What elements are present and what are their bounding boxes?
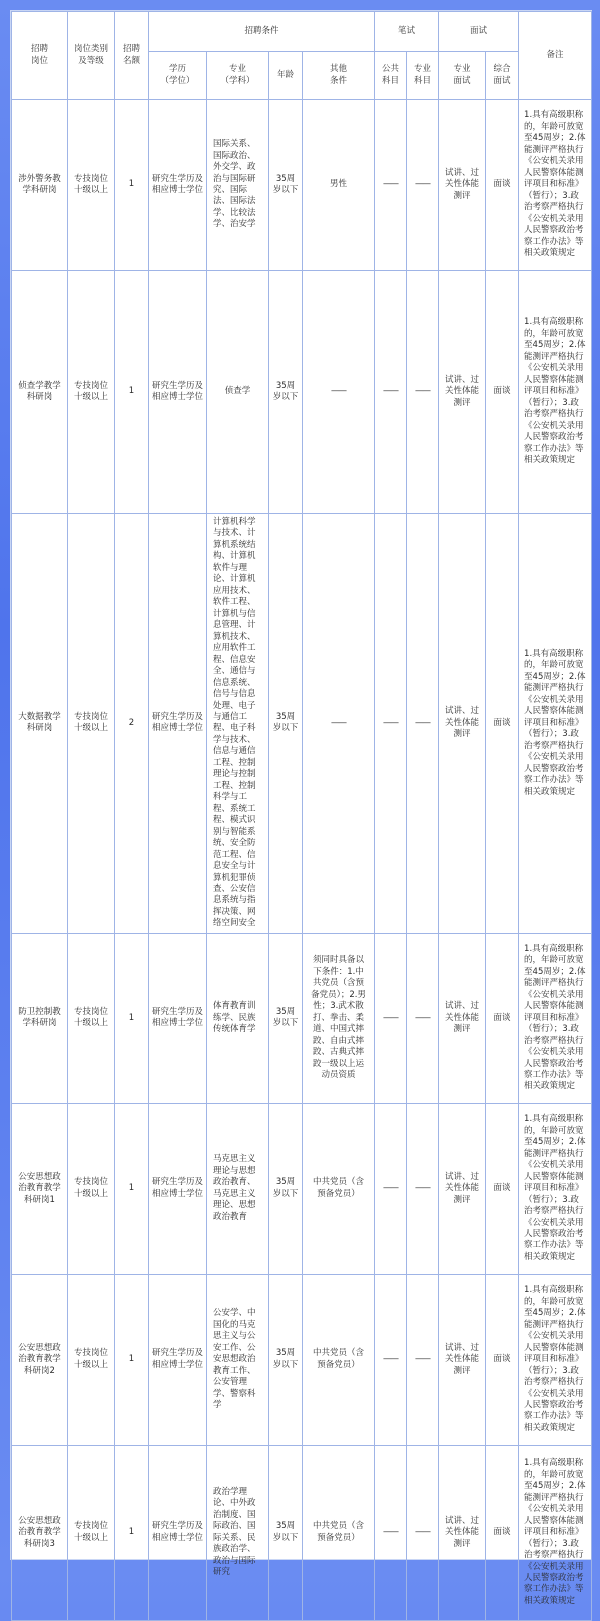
header-position: 招聘 岗位 <box>12 12 68 100</box>
cell-major: 公安学、中国化的马克思主义与公安工作、公安思想政治教育工作、公安管理学、警察科学 <box>207 1274 269 1445</box>
cell-age: 35周岁以下 <box>269 100 303 271</box>
cell-count: 1 <box>115 1274 149 1445</box>
cell-count: 1 <box>115 271 149 514</box>
cell-other: 须同时具备以下条件：1.中共党员（含预备党员）；2.男性；3.武术散打、拳击、柔道、中国式摔跤、自由式摔跤、古典式摔跤一级以上运动员资质 <box>303 933 375 1103</box>
cell-prof-interview: 试讲、过关性体能测评 <box>439 271 486 514</box>
cell-other: —— <box>303 514 375 934</box>
header-count: 招聘 名额 <box>115 12 149 100</box>
cell-age: 35周岁以下 <box>269 514 303 934</box>
cell-education: 研究生学历及相应博士学位 <box>149 1103 207 1274</box>
cell-count: 2 <box>115 514 149 934</box>
cell-count: 1 <box>115 933 149 1103</box>
cell-comp-interview: 面谈 <box>486 514 519 934</box>
cell-remark: 1.具有高级职称的，年龄可放宽至45周岁；2.体能测评严格执行《公安机关录用人民警察体能测评项目和标准》（暂行）；3.政治考察严格执行《公安机关录用人民警察政治考察工作办法》等相关政策规定 <box>519 1274 592 1445</box>
cell-public-subject: —— <box>375 271 407 514</box>
cell-prof-subject: —— <box>407 1274 439 1445</box>
header-public-subject: 公共 科目 <box>375 52 407 100</box>
cell-other: 中共党员（含预备党员） <box>303 1274 375 1445</box>
table-row <box>12 271 592 514</box>
cell-public-subject: —— <box>375 100 407 271</box>
cell-age: 35周岁以下 <box>269 1103 303 1274</box>
cell-position: 防卫控制教学科研岗 <box>12 933 68 1103</box>
header-education: 学历 （学位） <box>149 52 207 100</box>
header-prof-subject: 专业 科目 <box>407 52 439 100</box>
cell-position: 涉外警务教学科研岗 <box>12 100 68 271</box>
cell-age: 35周岁以下 <box>269 933 303 1103</box>
cell-remark: 1.具有高级职称的，年龄可放宽至45周岁；2.体能测评严格执行《公安机关录用人民警察体能测评项目和标准》（暂行）；3.政治考察严格执行《公安机关录用人民警察政治考察工作办法》等相关政策规定 <box>519 100 592 271</box>
cell-education: 研究生学历及相应博士学位 <box>149 271 207 514</box>
cell-major: 国际关系、国际政治、外交学、政治与国际研究、国际法、国际法学、比较法学、治安学 <box>207 100 269 271</box>
cell-comp-interview: 面谈 <box>486 933 519 1103</box>
cell-category: 专技岗位十级以上 <box>68 1103 115 1274</box>
cell-other: 中共党员（含预备党员） <box>303 1445 375 1620</box>
cell-count: 1 <box>115 100 149 271</box>
table-row <box>12 933 592 1103</box>
cell-remark: 1.具有高级职称的，年龄可放宽至45周岁；2.体能测评严格执行《公安机关录用人民警察体能测评项目和标准》（暂行）；3.政治考察严格执行《公安机关录用人民警察政治考察工作办法》等相关政策规定 <box>519 933 592 1103</box>
cell-position: 公安思想政治教育教学科研岗3 <box>12 1445 68 1620</box>
cell-comp-interview: 面谈 <box>486 1103 519 1274</box>
cell-prof-interview: 试讲、过关性体能测评 <box>439 933 486 1103</box>
cell-public-subject: —— <box>375 1445 407 1620</box>
cell-education: 研究生学历及相应博士学位 <box>149 1274 207 1445</box>
cell-prof-interview: 试讲、过关性体能测评 <box>439 1274 486 1445</box>
cell-position: 公安思想政治教育教学科研岗2 <box>12 1274 68 1445</box>
cell-public-subject: —— <box>375 514 407 934</box>
cell-major: 侦查学 <box>207 271 269 514</box>
header-written: 笔试 <box>375 12 439 52</box>
header-interview: 面试 <box>439 12 519 52</box>
cell-prof-subject: —— <box>407 1103 439 1274</box>
cell-education: 研究生学历及相应博士学位 <box>149 514 207 934</box>
cell-remark: 1.具有高级职称的，年龄可放宽至45周岁；2.体能测评严格执行《公安机关录用人民警察体能测评项目和标准》（暂行）；3.政治考察严格执行《公安机关录用人民警察政治考察工作办法》等相关政策规定 <box>519 1445 592 1620</box>
table-row <box>12 100 592 271</box>
cell-remark: 1.具有高级职称的，年龄可放宽至45周岁；2.体能测评严格执行《公安机关录用人民警察体能测评项目和标准》（暂行）；3.政治考察严格执行《公安机关录用人民警察政治考察工作办法》等相关政策规定 <box>519 271 592 514</box>
cell-count: 1 <box>115 1103 149 1274</box>
header-other: 其他 条件 <box>303 52 375 100</box>
cell-category: 专技岗位十级以上 <box>68 1274 115 1445</box>
cell-remark: 1.具有高级职称的，年龄可放宽至45周岁；2.体能测评严格执行《公安机关录用人民警察体能测评项目和标准》（暂行）；3.政治考察严格执行《公安机关录用人民警察政治考察工作办法》等相关政策规定 <box>519 1103 592 1274</box>
cell-position: 公安思想政治教育教学科研岗1 <box>12 1103 68 1274</box>
cell-education: 研究生学历及相应博士学位 <box>149 100 207 271</box>
cell-count: 1 <box>115 1445 149 1620</box>
cell-comp-interview: 面谈 <box>486 1445 519 1620</box>
cell-other: 男性 <box>303 100 375 271</box>
recruitment-table <box>11 11 592 1621</box>
cell-public-subject: —— <box>375 1274 407 1445</box>
cell-public-subject: —— <box>375 1103 407 1274</box>
cell-prof-subject: —— <box>407 514 439 934</box>
table-row <box>12 1103 592 1274</box>
cell-prof-subject: —— <box>407 271 439 514</box>
table-row <box>12 1445 592 1620</box>
cell-prof-subject: —— <box>407 1445 439 1620</box>
table-row <box>12 514 592 934</box>
header-age: 年龄 <box>269 52 303 100</box>
cell-other: —— <box>303 271 375 514</box>
header-major: 专业 （学科） <box>207 52 269 100</box>
cell-prof-interview: 试讲、过关性体能测评 <box>439 1445 486 1620</box>
cell-position: 侦查学教学科研岗 <box>12 271 68 514</box>
header-category: 岗位类别 及等级 <box>68 12 115 100</box>
cell-category: 专技岗位十级以上 <box>68 933 115 1103</box>
cell-prof-subject: —— <box>407 933 439 1103</box>
header-comp-interview: 综合 面试 <box>486 52 519 100</box>
cell-category: 专技岗位十级以上 <box>68 271 115 514</box>
cell-age: 35周岁以下 <box>269 271 303 514</box>
cell-position: 大数据教学科研岗 <box>12 514 68 934</box>
cell-education: 研究生学历及相应博士学位 <box>149 1445 207 1620</box>
header-conditions: 招聘条件 <box>149 12 375 52</box>
cell-age: 35周岁以下 <box>269 1274 303 1445</box>
cell-prof-subject: —— <box>407 100 439 271</box>
cell-comp-interview: 面谈 <box>486 271 519 514</box>
cell-public-subject: —— <box>375 933 407 1103</box>
header-prof-interview: 专业 面试 <box>439 52 486 100</box>
cell-major: 马克思主义理论与思想政治教育、马克思主义理论、思想政治教育 <box>207 1103 269 1274</box>
cell-category: 专技岗位十级以上 <box>68 1445 115 1620</box>
cell-age: 35周岁以下 <box>269 1445 303 1620</box>
cell-prof-interview: 试讲、过关性体能测评 <box>439 1103 486 1274</box>
cell-major: 体育教育训练学、民族传统体育学 <box>207 933 269 1103</box>
cell-comp-interview: 面谈 <box>486 1274 519 1445</box>
cell-major: 计算机科学与技术、计算机系统结构、计算机软件与理论、计算机应用技术、软件工程、计算机与信息管理、计算机技术、应用软件工程、信息安全、通信与信息系统、信号与信息处理、电子与通信工程、电子科学与技术、信息与通信工程、控制理论与控制工程、控制科学与工程、系统工程、模式识别与智能系统、安全防范工程、信息安全与计算机犯罪侦查、公安信息系统与指挥决策、网络空间安全 <box>207 514 269 934</box>
cell-prof-interview: 试讲、过关性体能测评 <box>439 514 486 934</box>
header-remark: 备注 <box>519 12 592 100</box>
cell-other: 中共党员（含预备党员） <box>303 1103 375 1274</box>
recruitment-table-card <box>10 10 592 1606</box>
cell-category: 专技岗位十级以上 <box>68 514 115 934</box>
cell-prof-interview: 试讲、过关性体能测评 <box>439 100 486 271</box>
cell-education: 研究生学历及相应博士学位 <box>149 933 207 1103</box>
cell-major: 政治学理论、中外政治制度、国际政治、国际关系、民族政治学、政治与国际研究 <box>207 1445 269 1620</box>
cell-comp-interview: 面谈 <box>486 100 519 271</box>
cell-category: 专技岗位十级以上 <box>68 100 115 271</box>
table-row <box>12 1274 592 1445</box>
cell-remark: 1.具有高级职称的，年龄可放宽至45周岁；2.体能测评严格执行《公安机关录用人民警察体能测评项目和标准》（暂行）；3.政治考察严格执行《公安机关录用人民警察政治考察工作办法》等相关政策规定 <box>519 514 592 934</box>
